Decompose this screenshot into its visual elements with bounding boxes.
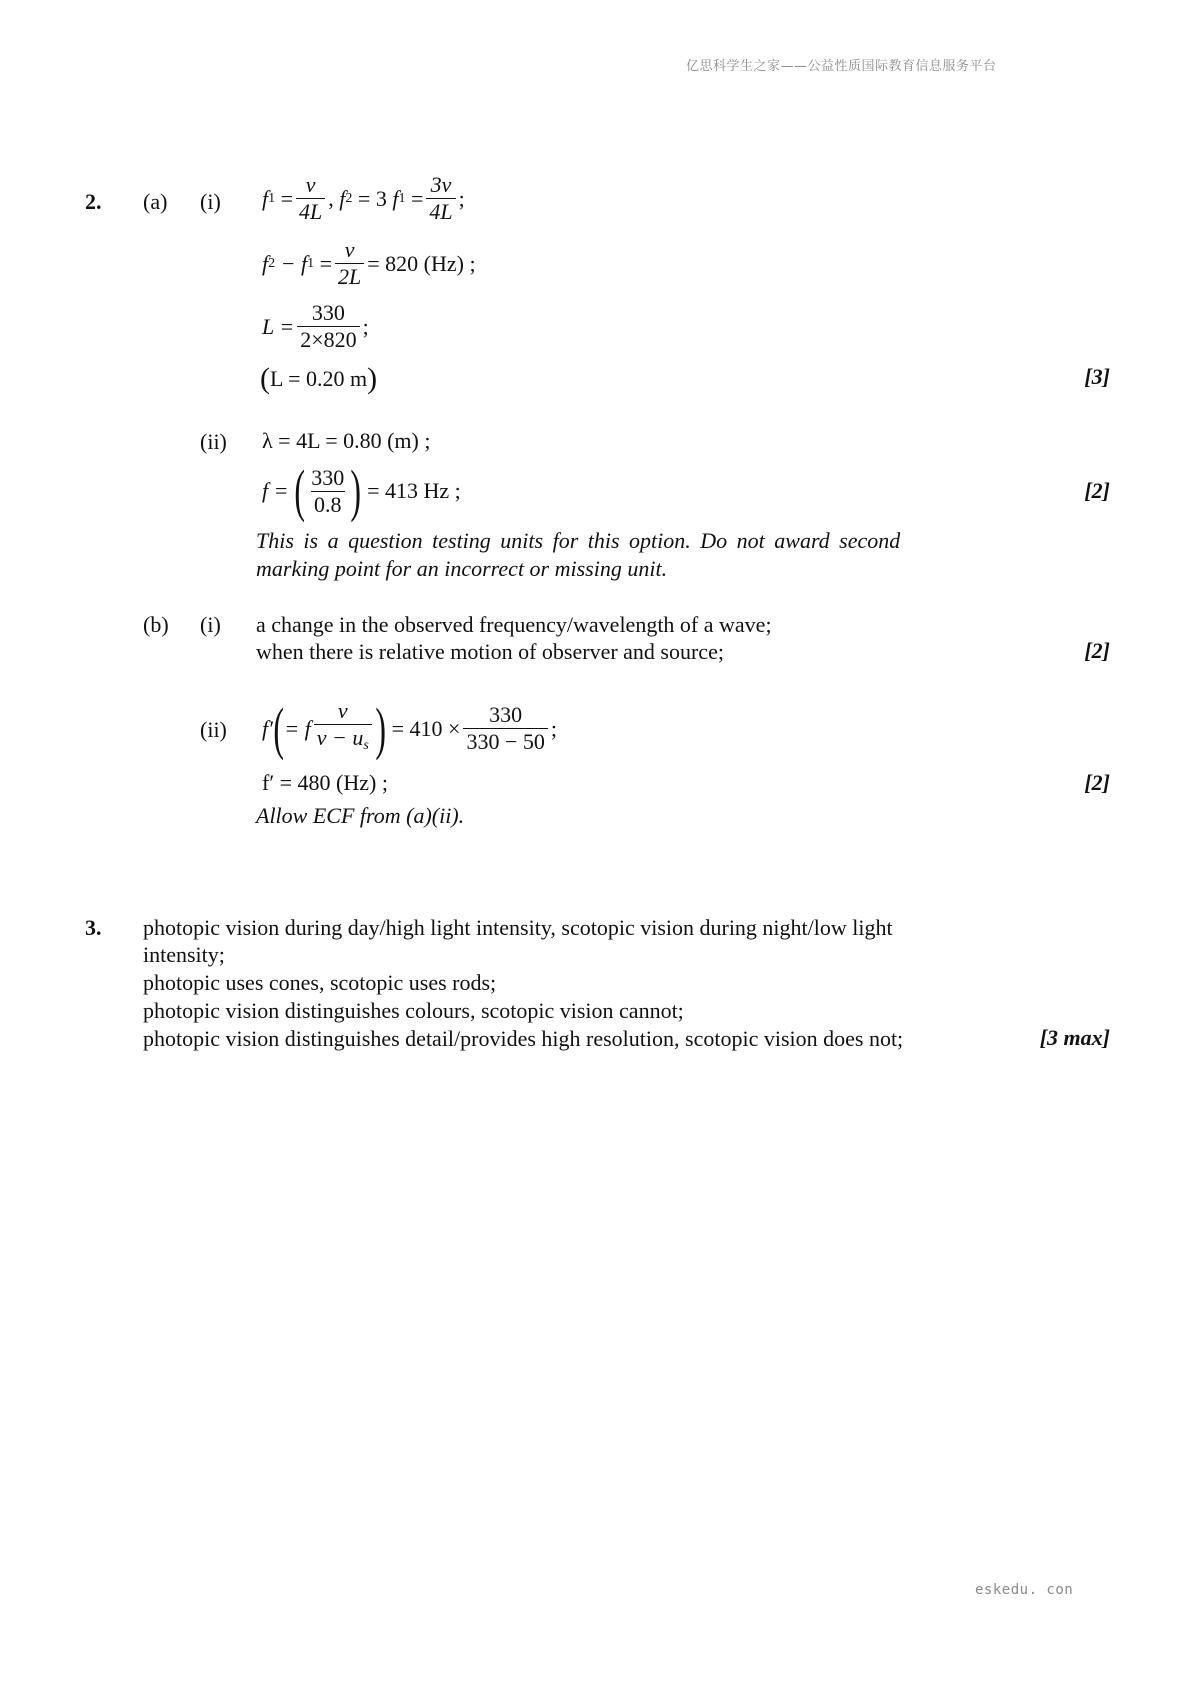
mark-q3: [3 max] [1039,1025,1110,1050]
equation-L: L = $\frac{330}{2\times 820}$ ; [262,300,369,352]
equation-L-value: ( L = 0.20 m ) [260,362,378,395]
equation-f2-minus-f1: f 2 − f 1 = $\frac{v}{2L}$ = 820 (Hz) ; [262,237,476,289]
question-2-number: 2. [85,189,102,214]
mark-aii: [2] [1084,478,1110,503]
bi-line1: a change in the observed frequency/wavelength of a wave; [256,612,772,637]
mark-ai: [3] [1084,364,1110,389]
mark-bi: [2] [1084,638,1110,663]
header-site-title: 亿思科学生之家——公益性质国际教育信息服务平台 [686,59,997,74]
part-ai-label: (i) [200,189,221,214]
question-3-number: 3. [85,915,102,940]
equation-f1-f2: f 1 = $\frac{v}{4L}$ , f 2 = 3 f 1 = $\frac{3v}{4L}$ ; [262,172,465,224]
footer-url: eskedu. con [975,1582,1074,1598]
equation-doppler: f′ ( = f $\frac{v}{v - u_s}$ ) = 410 × $\frac{330}{330 - 50}$ ; [262,695,558,761]
bi-line2: when there is relative motion of observer and source; [256,639,724,664]
part-bii-label: (ii) [200,717,227,742]
note-aii-line2: marking point for an incorrect or missing unit. [256,556,668,581]
note-aii-line1: This is a question testing units for this option. Do not award second [256,528,901,553]
part-b-label: (b) [143,612,169,637]
q3-line4: photopic vision distinguishes colours, scotopic vision cannot; [143,998,684,1023]
q3-line3: photopic uses cones, scotopic uses rods; [143,970,497,995]
equation-lambda: λ = 4L = 0.80 (m) ; [262,428,431,453]
q3-line1: photopic vision during day/high light intensity, scotopic vision during night/low light [143,915,893,940]
part-bi-label: (i) [200,612,221,637]
equation-f-413: f = ( $\frac{330}{0.8}$ ) = 413 Hz ; [262,458,461,523]
equation-f-prime-480: f′ = 480 (Hz) ; [262,770,388,795]
mark-bii: [2] [1084,770,1110,795]
q3-line2: intensity; [143,942,225,967]
part-a-label: (a) [143,189,168,214]
q3-line5: photopic vision distinguishes detail/provides high resolution, scotopic vision does not; [143,1026,904,1051]
part-aii-label: (ii) [200,429,227,454]
note-bii: Allow ECF from (a)(ii). [256,803,465,828]
